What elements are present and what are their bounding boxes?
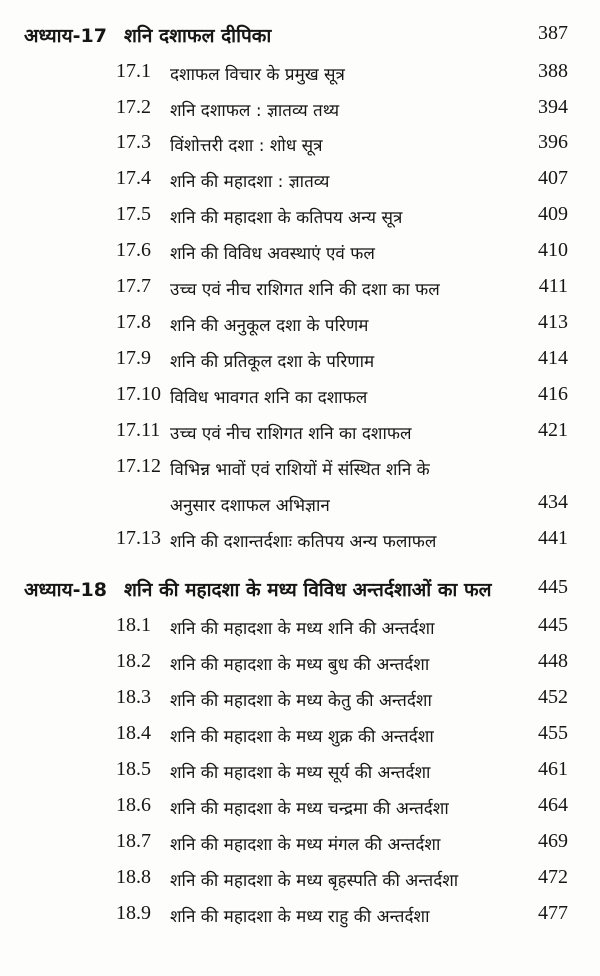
page-number: 477 — [538, 902, 568, 924]
section-number: 18.2 — [116, 650, 151, 672]
section-number: 17.10 — [116, 383, 161, 405]
section-title: उच्च एवं नीच राशिगत शनि की दशा का फल — [170, 280, 440, 300]
toc-entry — [0, 239, 600, 269]
section-title: उच्च एवं नीच राशिगत शनि का दशाफल — [170, 424, 412, 444]
section-number: 17.5 — [116, 203, 151, 225]
section-title: दशाफल विचार के प्रमुख सूत्र — [170, 65, 345, 85]
toc-entry — [0, 347, 600, 377]
section-title: शनि की महादशा के मध्य राहु की अन्तर्दशा — [170, 907, 430, 927]
section-number: 18.4 — [116, 722, 151, 744]
chapter-title: शनि की महादशा के मध्य विविध अन्तर्दशाओं का फल — [124, 579, 492, 601]
section-title: विविध भावगत शनि का दशाफल — [170, 388, 368, 408]
page-number: 414 — [538, 347, 568, 369]
page-number: 407 — [538, 167, 568, 189]
section-title: शनि की प्रतिकूल दशा के परिणाम — [170, 352, 375, 372]
section-number: 17.3 — [116, 131, 151, 153]
page-number: 394 — [538, 96, 568, 118]
section-number: 18.6 — [116, 794, 151, 816]
toc-entry — [0, 167, 600, 197]
toc-entry — [0, 902, 600, 932]
toc-entry — [0, 311, 600, 341]
page-number: 409 — [538, 203, 568, 225]
section-title: शनि की महादशा : ज्ञातव्य — [170, 172, 330, 192]
page-number: 469 — [538, 830, 568, 852]
section-title: शनि की महादशा के मध्य बुध की अन्तर्दशा — [170, 655, 430, 675]
section-title-continued: अनुसार दशाफल अभिज्ञान — [170, 496, 330, 516]
page-number: 445 — [538, 614, 568, 636]
toc-entry — [0, 60, 600, 90]
page-number: 421 — [538, 419, 568, 441]
chapter-page-number: 445 — [538, 576, 568, 598]
section-title: शनि की विविध अवस्थाएं एवं फल — [170, 244, 375, 264]
page-number: 464 — [538, 794, 568, 816]
toc-entry — [0, 383, 600, 413]
section-title: विभिन्न भावों एवं राशियों में संस्थित शनि के — [170, 460, 430, 480]
toc-entry — [0, 614, 600, 644]
section-number: 18.5 — [116, 758, 151, 780]
page-number: 413 — [538, 311, 568, 333]
page-number: 416 — [538, 383, 568, 405]
section-number: 17.4 — [116, 167, 151, 189]
section-number: 18.3 — [116, 686, 151, 708]
section-number: 17.8 — [116, 311, 151, 333]
toc-entry — [0, 275, 600, 305]
toc-entry — [0, 866, 600, 896]
toc-entry — [0, 722, 600, 752]
toc-entry — [0, 758, 600, 788]
section-number: 17.2 — [116, 96, 151, 118]
toc-entry — [0, 203, 600, 233]
section-number: 18.9 — [116, 902, 151, 924]
toc-entry — [0, 794, 600, 824]
chapter-label: अध्याय-17 — [24, 25, 107, 47]
toc-entry — [0, 455, 600, 521]
section-title: शनि की अनुकूल दशा के परिणम — [170, 316, 369, 336]
section-title: शनि की महादशा के मध्य शनि की अन्तर्दशा — [170, 619, 435, 639]
section-title: शनि की महादशा के मध्य मंगल की अन्तर्दशा — [170, 835, 441, 855]
section-number: 17.11 — [116, 419, 161, 441]
section-title: शनि की महादशा के मध्य चन्द्रमा की अन्तर्दशा — [170, 799, 449, 819]
section-number: 18.8 — [116, 866, 151, 888]
section-number: 17.13 — [116, 527, 161, 549]
section-number: 17.6 — [116, 239, 151, 261]
section-number: 18.1 — [116, 614, 151, 636]
section-number: 17.9 — [116, 347, 151, 369]
page-number: 396 — [538, 131, 568, 153]
page-number: 452 — [538, 686, 568, 708]
section-title: शनि दशाफल : ज्ञातव्य तथ्य — [170, 101, 340, 121]
chapter-title: शनि दशाफल दीपिका — [124, 25, 272, 47]
section-title: शनि की महादशा के मध्य शुक्र की अन्तर्दशा — [170, 727, 434, 747]
section-title: शनि की महादशा के कतिपय अन्य सूत्र — [170, 208, 403, 228]
section-number: 17.7 — [116, 275, 151, 297]
page-number: 441 — [538, 527, 568, 549]
page-number: 461 — [538, 758, 568, 780]
toc-entry — [0, 96, 600, 126]
page-number: 472 — [538, 866, 568, 888]
section-title: विंशोत्तरी दशा : शोध सूत्र — [170, 136, 323, 156]
page-number: 455 — [538, 722, 568, 744]
toc-entry — [0, 419, 600, 449]
section-title: शनि की महादशा के मध्य बृहस्पति की अन्तर्दशा — [170, 871, 459, 891]
page-number: 448 — [538, 650, 568, 672]
toc-entry — [0, 131, 600, 161]
section-title: शनि की महादशा के मध्य सूर्य की अन्तर्दशा — [170, 763, 431, 783]
section-number: 18.7 — [116, 830, 151, 852]
section-title: शनि की महादशा के मध्य केतु की अन्तर्दशा — [170, 691, 432, 711]
toc-entry — [0, 830, 600, 860]
page-number: 388 — [538, 60, 568, 82]
chapter-label: अध्याय-18 — [24, 579, 107, 601]
toc-entry — [0, 527, 600, 557]
section-number: 17.12 — [116, 455, 161, 477]
chapter-page-number: 387 — [538, 22, 568, 44]
page-number: 434 — [538, 491, 568, 513]
toc-entry — [0, 650, 600, 680]
page-number: 411 — [538, 275, 568, 297]
toc-entry — [0, 686, 600, 716]
page-number: 410 — [538, 239, 568, 261]
section-title: शनि की दशान्तर्दशाः कतिपय अन्य फलाफल — [170, 532, 437, 552]
section-number: 17.1 — [116, 60, 151, 82]
